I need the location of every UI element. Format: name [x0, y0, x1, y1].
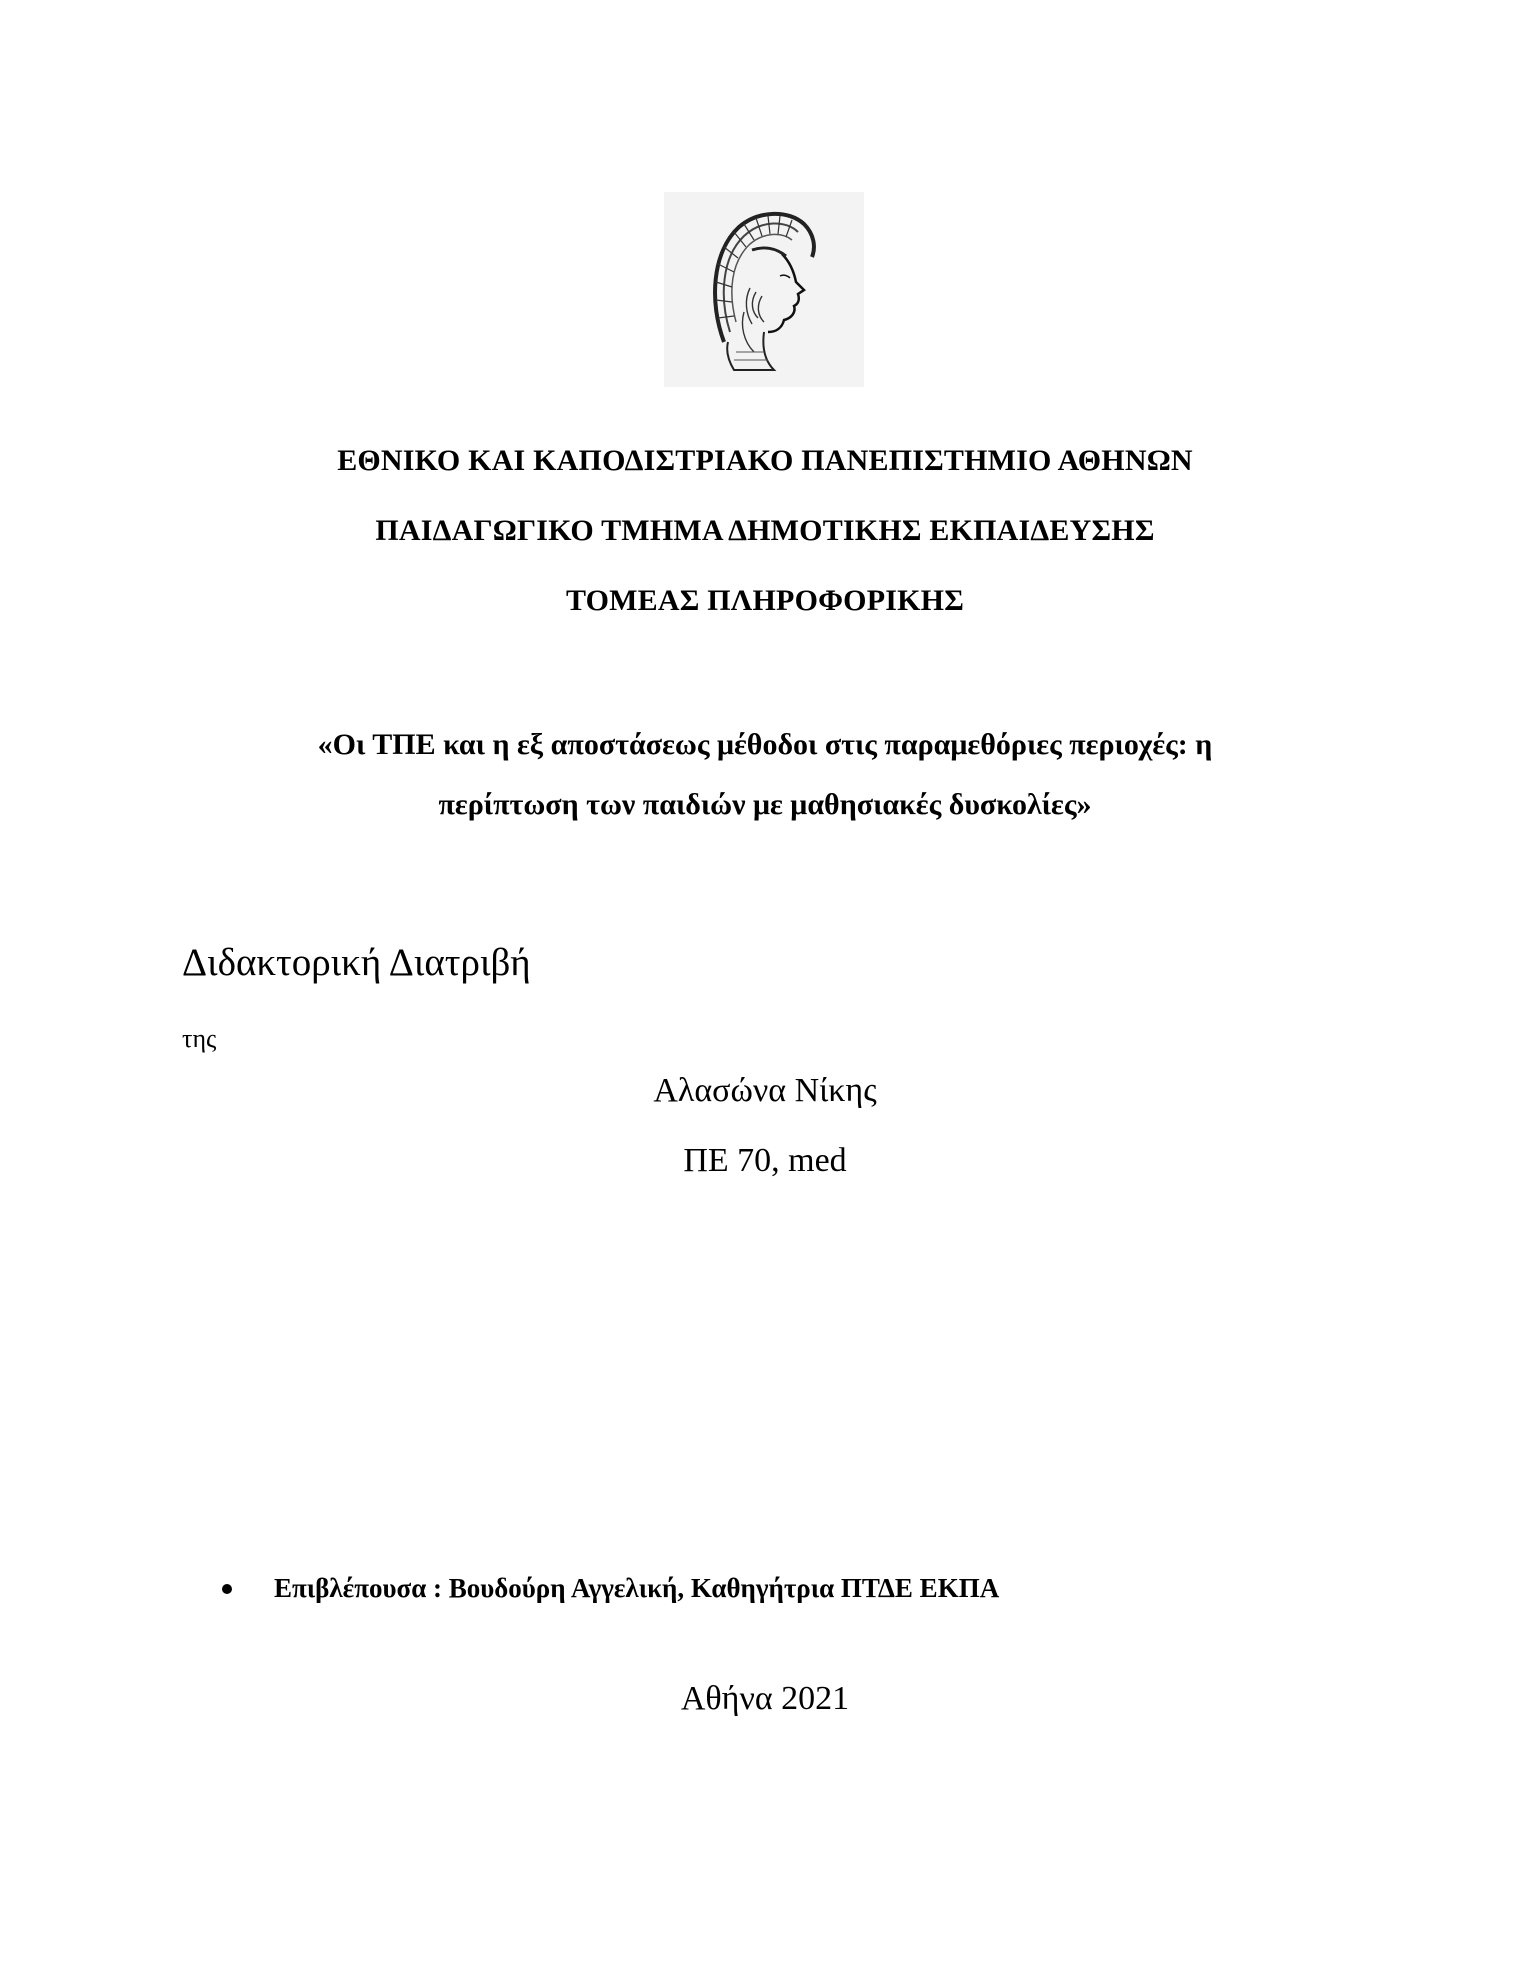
author-name: Αλασώνα Νίκης — [653, 1072, 877, 1109]
athena-helmet-emblem-icon — [664, 192, 864, 387]
place-year: Αθήνα 2021 — [680, 1680, 850, 1717]
supervisor-text: Επιβλέπουσα : Βουδούρη Αγγελική, Καθηγήτρια ΠΤΔΕ ΕΚΠΑ — [274, 1573, 1000, 1603]
thesis-title-line1: «Οι ΤΠΕ και η εξ αποστάσεως μέθοδοι στις παραμεθόριες περιοχές: η — [317, 728, 1213, 761]
bullet-icon — [222, 1584, 232, 1594]
thesis-title-line2: περίπτωση των παιδιών με μαθησιακές δυσκολίες» — [438, 788, 1092, 821]
thesis-type: Διδακτορική Διατριβή — [182, 941, 531, 984]
thesis-of-label: της — [182, 1024, 217, 1053]
university-logo — [664, 192, 864, 387]
department-name: ΠΑΙΔΑΓΩΓΙΚΟ ΤΜΗΜΑ ΔΗΜΟΤΙΚΗΣ ΕΚΠΑΙΔΕΥΣΗΣ — [375, 514, 1155, 547]
author-credentials: ΠΕ 70, med — [683, 1142, 847, 1179]
supervisor-item — [222, 1573, 999, 1604]
institution-name: ΕΘΝΙΚΟ ΚΑΙ ΚΑΠΟΔΙΣΤΡΙΑΚΟ ΠΑΝΕΠΙΣΤΗΜΙΟ ΑΘΗΝΩΝ — [337, 444, 1193, 477]
sector-name: ΤΟΜΕΑΣ ΠΛΗΡΟΦΟΡΙΚΗΣ — [565, 584, 965, 617]
